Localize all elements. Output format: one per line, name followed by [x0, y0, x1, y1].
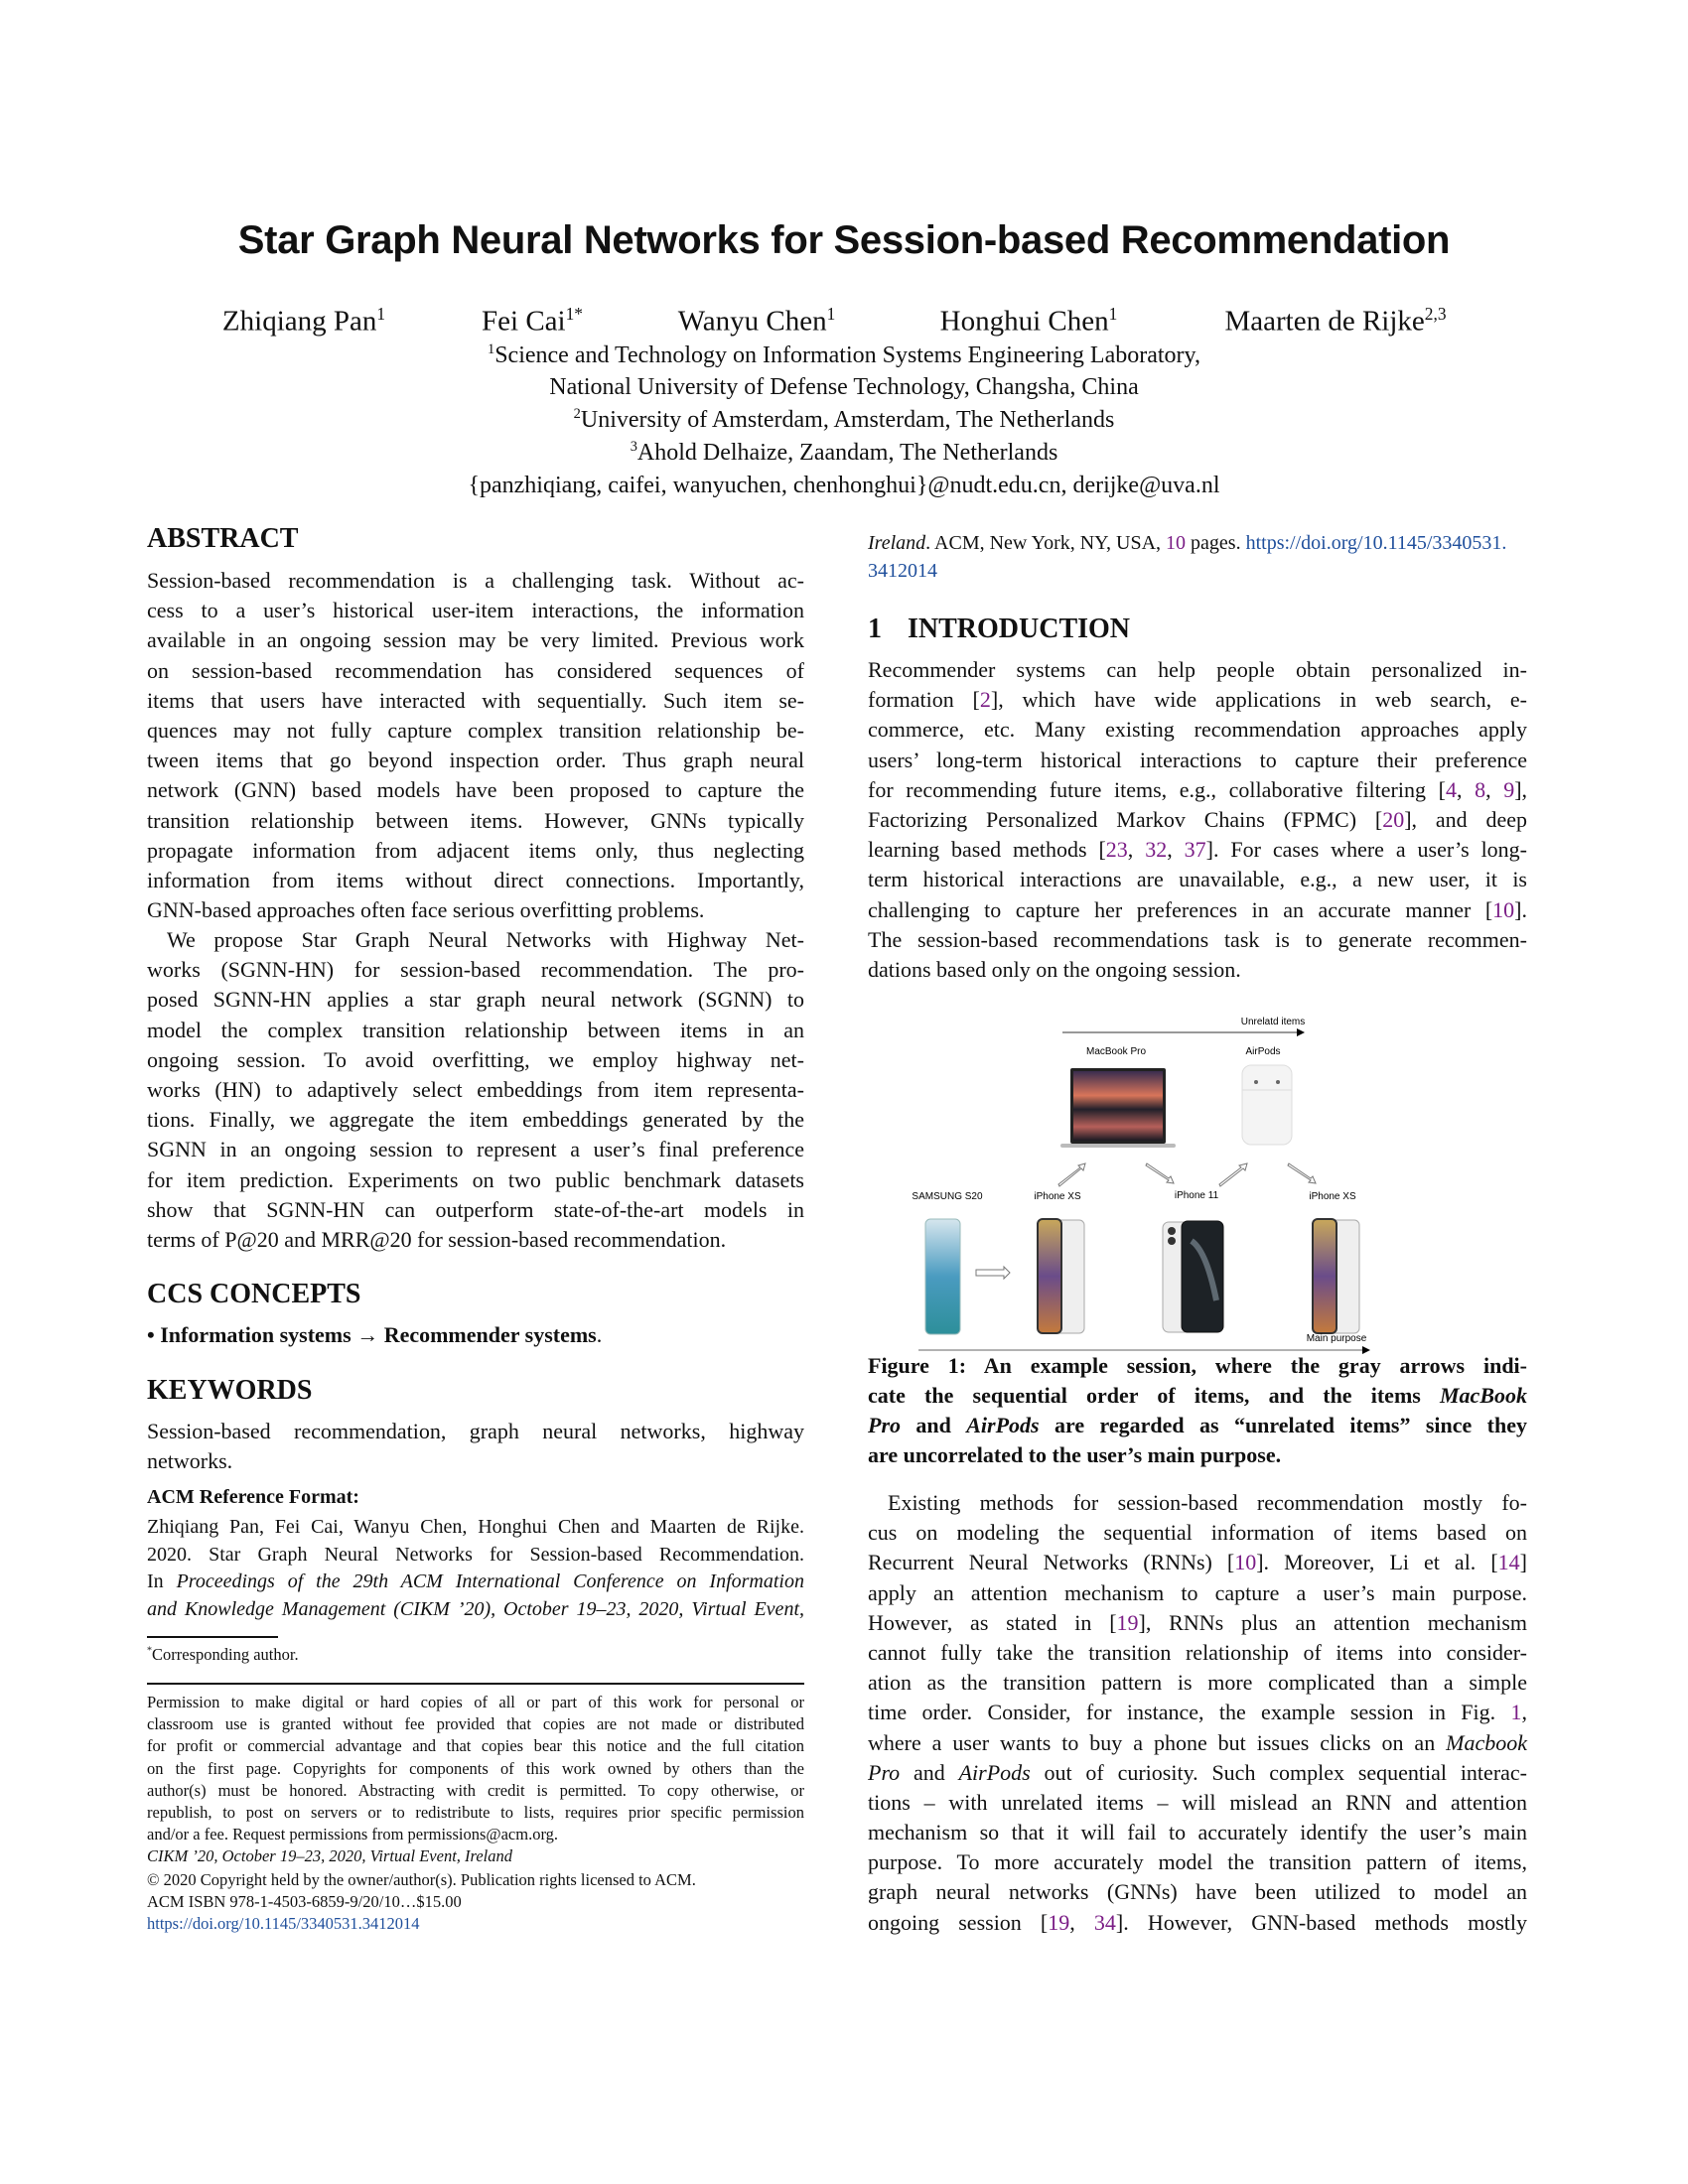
text-line: Pro and AirPods out of curiosity. Such complex sequential interac- [868, 1759, 1527, 1785]
author-name-text: Wanyu Chen [677, 305, 827, 338]
affiliation-mark: 1 [487, 341, 495, 357]
text-line: Session-based recommendation is a challenging task. Without ac- [147, 568, 804, 593]
author-name-text: Zhiqiang Pan [221, 305, 377, 338]
bullet: • [147, 1322, 155, 1347]
citation-link[interactable]: 34 [1093, 1909, 1116, 1935]
text-line: items that users have interacted with sequentially. Such item se- [147, 687, 804, 713]
author-name-text: Honghui Chen [939, 305, 1109, 338]
text-line: show that SGNN-HN can outperform state-of-the-art models in [147, 1196, 804, 1222]
text-line: on the first page. Copyrights for components of this work owned by others than the [147, 1758, 804, 1778]
text-line: are uncorrelated to the user’s main purpose. [868, 1442, 1282, 1467]
author-affiliation-mark: 1 [826, 304, 836, 324]
abstract-paragraph-1 [147, 566, 804, 925]
ccs-concept [147, 1320, 602, 1350]
affiliation-line [0, 406, 1688, 434]
text-line: 2020. Star Graph Neural Networks for Session-based Recommendation. [147, 1543, 804, 1566]
page-count-link[interactable]: 10 [1166, 532, 1187, 554]
text-line: cess to a user’s historical user-item interactions, the information [147, 598, 804, 623]
main-purpose-arrow [918, 1333, 1368, 1350]
citation-link[interactable]: 10 [1492, 896, 1515, 922]
text-line: quences may not fully capture complex transition relationship be- [147, 717, 804, 743]
airpods-image [1242, 1065, 1292, 1145]
samsung-label: SAMSUNG S20 [912, 1191, 983, 1202]
text-line: tions. Finally, we aggregate the item embeddings generated by the [147, 1107, 804, 1133]
text-line: ongoing session. To avoid overfitting, we employ highway net- [147, 1046, 804, 1072]
ccs-heading: CCS CONCEPTS [147, 1279, 361, 1309]
affiliation-line [0, 374, 1688, 401]
text-line: Recommender systems can help people obtain personalized in- [868, 657, 1527, 682]
reference-italic: Ireland [868, 532, 926, 554]
permission-notice [147, 1692, 804, 1845]
text-line: tions – with unrelated items – will mislead an RNN and attention [868, 1789, 1527, 1815]
text-line: for recommending future items, e.g., collaborative filtering [4, 8, 9], [868, 776, 1528, 802]
unrelated-items-arrow [1062, 1017, 1305, 1032]
iphone-xs-label: iPhone XS [1309, 1191, 1356, 1202]
affiliation-text: Science and Technology on Information Systems Engineering Laboratory, [494, 342, 1200, 368]
text-line: GNN-based approaches often face serious overfitting problems. [147, 897, 705, 923]
text-line: SGNN in an ongoing session to represent a user’s final preference [147, 1137, 804, 1162]
reference-doi-link[interactable]: https://doi.org/10.1145/3340531. [1245, 532, 1507, 554]
ccs-concept-text: Information systems → Recommender systems [160, 1322, 597, 1347]
copyright-notice: © 2020 Copyright held by the owner/author(s). Publication rights licensed to ACM. [147, 1870, 696, 1889]
text-line: ongoing session [19, 34]. However, GNN-based methods mostly [868, 1909, 1528, 1935]
text-line: formation [2], which have wide applications in web search, e- [868, 687, 1527, 713]
affiliation-text: Ahold Delhaize, Zaandam, The Netherlands [636, 440, 1058, 466]
text-line: information from items without direct connections. Importantly, [147, 867, 804, 892]
text-line: and/or a fee. Request permissions from permissions@acm.org. [147, 1825, 559, 1844]
text-line: apply an attention mechanism to capture a user’s main purpose. [868, 1579, 1527, 1605]
arrow-icon [1219, 1163, 1247, 1186]
airpods-label: AirPods [1245, 1046, 1281, 1057]
author-name-text: Fei Cai [482, 305, 566, 338]
reference-text: pages. [1186, 532, 1246, 554]
doi-link[interactable]: https://doi.org/10.1145/3340531.3412014 [147, 1914, 420, 1933]
text-line: cus on modeling the sequential information of items based on [868, 1520, 1527, 1546]
permission-divider [147, 1683, 804, 1685]
acm-reference-heading: ACM Reference Format: [147, 1486, 359, 1508]
affiliation-line [0, 341, 1688, 369]
sequence-arrows [976, 1163, 1316, 1279]
iphone-xs-image [1038, 1219, 1084, 1333]
text-line: In Proceedings of the 29th ACM International Conference on Information [147, 1570, 804, 1593]
text-line: for profit or commercial advantage and that copies bear this notice and the full citation [147, 1736, 804, 1756]
text-line: works (SGNN-HN) for session-based recommendation. The pro- [147, 957, 804, 983]
text-line: commerce, etc. Many existing recommendation approaches apply [868, 717, 1527, 743]
affiliation-text: National University of Defense Technology, Changsha, China [549, 374, 1139, 400]
conference-venue: CIKM ’20, October 19–23, 2020, Virtual Event, Ireland [147, 1846, 512, 1865]
figure-1-caption [868, 1351, 1527, 1470]
text-line: However, as stated in [19], RNNs plus an attention mechanism [868, 1609, 1527, 1635]
iphone-11-label: iPhone 11 [1174, 1190, 1219, 1201]
unrelated-items-label: Unrelatd items [1240, 1017, 1306, 1027]
text-line: time order. Consider, for instance, the example session in Fig. 1, [868, 1700, 1527, 1725]
main-purpose-label: Main purpose [1306, 1333, 1367, 1344]
text-line: classroom use is granted without fee provided that copies are not made or distributed [147, 1714, 804, 1734]
text-line: dations based only on the ongoing session. [868, 956, 1241, 982]
text-line: We propose Star Graph Neural Networks with Highway Net- [167, 927, 804, 952]
text-line: Existing methods for session-based recommendation mostly fo- [888, 1490, 1527, 1515]
citation-link[interactable]: 19 [1116, 1609, 1139, 1635]
author-affiliation-mark: 1* [565, 304, 583, 324]
author-affiliation-mark: 1 [376, 304, 386, 324]
text-line: terms of P@20 and MRR@20 for session-based recommendation. [147, 1226, 727, 1252]
text-line: Session-based recommendation, graph neural networks, highway [147, 1419, 804, 1443]
citation-link[interactable]: 14 [1497, 1550, 1520, 1575]
text-line: propagate information from adjacent items only, thus neglecting [147, 837, 804, 863]
text-line: term historical interactions are unavailable, e.g., a new user, it is [868, 867, 1527, 892]
text-line: Pro and AirPods are regarded as “unrelated items” since they [868, 1413, 1527, 1437]
author-name [678, 304, 836, 339]
text-line: networks. [147, 1448, 233, 1474]
text-line: network (GNN) based models have been proposed to capture the [147, 777, 804, 803]
reference-text: . ACM, New York, NY, USA, [925, 532, 1167, 554]
footnote-text: Corresponding author. [152, 1645, 299, 1664]
text-line: where a user wants to buy a phone but issues clicks on an Macbook [868, 1729, 1527, 1755]
text-line: purpose. To more accurately model the transition pattern of items, [868, 1849, 1527, 1875]
text-line: learning based methods [23, 32, 37]. For cases where a user’s long- [868, 837, 1528, 863]
text-line: transition relationship between items. However, GNNs typically [147, 807, 804, 833]
macbook-label: MacBook Pro [1085, 1046, 1147, 1057]
iphone-xs-image [1313, 1219, 1359, 1333]
acm-reference-continuation [868, 529, 1506, 585]
figure-1-example-session [864, 988, 1539, 1360]
author-name [222, 304, 385, 339]
arrow-icon [1146, 1163, 1174, 1183]
author-name [1224, 304, 1446, 339]
keywords-heading: KEYWORDS [147, 1375, 313, 1406]
text-line: Recurrent Neural Networks (RNNs) [10]. Moreover, Li et al. [14] [868, 1550, 1527, 1575]
text-line: mechanism so that it will fail to accurately identify the user’s main [868, 1820, 1527, 1845]
iphone-11-image [1163, 1221, 1223, 1332]
text-line: graph neural networks (GNNs) have been utilized to model an [868, 1879, 1527, 1905]
text-line: cannot fully take the transition relationship of items into consider- [868, 1639, 1527, 1665]
author-affiliation-mark: 1 [1108, 304, 1118, 324]
citation-link[interactable]: 19 [1048, 1909, 1070, 1935]
text-line: works (HN) to adaptively select embeddings from item representa- [147, 1076, 804, 1102]
author-name-text: Maarten de Rijke [1224, 305, 1425, 338]
citation-link[interactable]: 4 [1445, 776, 1457, 802]
text-line: ation as the transition pattern is more complicated than a simple [868, 1670, 1527, 1696]
reference-doi-link[interactable]: 3412014 [868, 560, 937, 582]
citation-link[interactable]: 20 [1382, 806, 1405, 832]
text-line: republish, to post on servers or to redistribute to lists, requires prior specific permission [147, 1802, 804, 1822]
section-number: 1 [868, 614, 882, 644]
text-line: and Knowledge Management (CIKM ’20), October 19–23, 2020, Virtual Event, [147, 1597, 804, 1620]
text-line: posed SGNN-HN applies a star graph neural network (SGNN) to [147, 987, 804, 1013]
citation-link[interactable]: 32 [1145, 837, 1168, 863]
affiliation-text: University of Amsterdam, Amsterdam, The Netherlands [580, 407, 1115, 433]
acm-reference-text [147, 1514, 804, 1623]
macbook-image [1060, 1068, 1176, 1148]
text-line: cate the sequential order of items, and the items MacBook [868, 1383, 1527, 1408]
text-line: Zhiqiang Pan, Fei Cai, Wanyu Chen, Honghui Chen and Maarten de Rijke. [147, 1516, 804, 1538]
affiliation-mark: 2 [573, 406, 581, 422]
introduction-paragraph-2 [868, 1488, 1527, 1938]
text-line: tween items that go beyond inspection order. Thus graph neural [147, 748, 804, 773]
footnote-mark: * [147, 1645, 152, 1657]
affiliation-line [0, 439, 1688, 467]
text-line: Figure 1: An example session, where the gray arrows indi- [868, 1353, 1527, 1378]
text-line: on session-based recommendation has considered sequences of [147, 657, 804, 683]
abstract-heading: ABSTRACT [147, 523, 299, 554]
footnote-divider [147, 1636, 278, 1638]
arrow-icon [1058, 1163, 1085, 1186]
text-line: users’ long-term historical interactions to capture their preference [868, 747, 1527, 772]
author-emails: {panzhiqiang, caifei, wanyuchen, chenhonghui}@nudt.edu.cn, derijke@uva.nl [468, 473, 1220, 498]
samsung-image [925, 1219, 960, 1334]
citation-link[interactable]: 2 [979, 687, 991, 713]
citation-link[interactable]: 9 [1503, 776, 1515, 802]
keywords-text [147, 1417, 804, 1476]
citation-link[interactable]: 10 [1234, 1550, 1257, 1575]
introduction-paragraph-1 [868, 655, 1527, 985]
text-line: The session-based recommendations task is to generate recommen- [868, 926, 1527, 952]
citation-link[interactable]: 37 [1184, 837, 1206, 863]
text-line: available in an ongoing session may be very limited. Previous work [147, 627, 804, 653]
citation-link[interactable]: 23 [1105, 837, 1128, 863]
footnote [147, 1645, 299, 1665]
period: . [596, 1322, 603, 1347]
text-line: challenging to capture her preferences in an accurate manner [10]. [868, 896, 1527, 922]
abstract-paragraph-2 [147, 925, 804, 1255]
isbn: ACM ISBN 978-1-4503-6859-9/20/10…$15.00 [147, 1892, 462, 1911]
introduction-heading [868, 614, 1130, 645]
figure-link[interactable]: 1 [1510, 1700, 1522, 1725]
arrow-icon [1288, 1163, 1316, 1183]
arrow-icon [976, 1267, 1010, 1279]
paper-title: Star Graph Neural Networks for Session-based Recommendation [237, 218, 1451, 262]
section-title: INTRODUCTION [908, 614, 1131, 644]
text-line: model the complex transition relationship between items in an [147, 1017, 804, 1042]
text-line: author(s) must be honored. Abstracting with credit is permitted. To copy otherwise, or [147, 1780, 804, 1800]
text-line: for item prediction. Experiments on two public benchmark datasets [147, 1166, 804, 1192]
author-affiliation-mark: 2,3 [1424, 304, 1447, 324]
author-name [940, 304, 1118, 339]
citation-link[interactable]: 8 [1475, 776, 1486, 802]
text-line: Factorizing Personalized Markov Chains (FPMC) [20], and deep [868, 806, 1527, 832]
text-line: Permission to make digital or hard copies of all or part of this work for personal or [147, 1693, 804, 1711]
author-name [482, 304, 583, 339]
affiliation-mark: 3 [630, 439, 637, 455]
iphone-xs-label: iPhone XS [1034, 1191, 1081, 1202]
